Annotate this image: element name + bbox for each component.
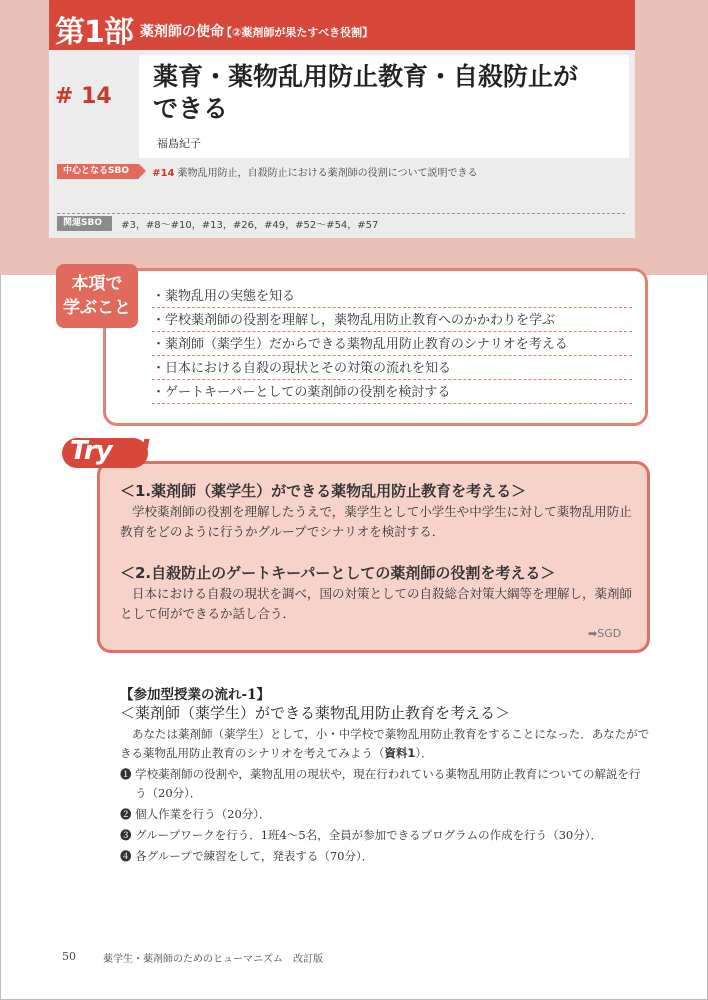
book-title: 薬学生・薬剤師のためのヒューマニズム 改訂版	[103, 954, 323, 965]
related-sbo-text: #3，#8～#10，#13，#26，#49，#52～#54，#57	[121, 220, 379, 231]
learning-item: ・薬剤師（薬学生）だからできる薬物乱用防止教育のシナリオを考える	[152, 334, 632, 356]
learning-item: ・薬物乱用の実態を知る	[152, 286, 632, 308]
related-sbo-label: 関連SBO	[57, 216, 112, 231]
page-title	[153, 61, 578, 125]
divider-dotted	[57, 213, 625, 214]
main-sbo-text-wrap	[152, 168, 477, 179]
try-logo	[62, 434, 162, 472]
sgd-label: ➡SGD	[588, 627, 622, 640]
author: 福島紀子	[157, 137, 201, 150]
learning-item: ・日本における自殺の現状とその対策の流れを知る	[152, 358, 632, 380]
try-heading-2: ＜2.自殺防止のゲートキーパーとしての薬剤師の役割を考える＞	[120, 564, 556, 582]
main-sbo-code: #14	[152, 168, 175, 179]
flow-intro-a: あなたは薬剤師（薬学生）として，小・中学校で薬物乱用防止教育をすることになった．あなたができる薬物乱用防止教育のシナリオを考えてみよう（	[120, 727, 650, 760]
try-logo-exclamation: !	[138, 434, 152, 469]
learning-list	[152, 286, 632, 406]
title-line-1: 薬育・薬物乱用防止教育・自殺防止が	[153, 62, 579, 91]
flow-step-4: ❹ 各グループで練習をして，発表する（70分）．	[120, 849, 374, 863]
try-paragraph-2: 日本における自殺の現状を調べ，国の対策としての自殺総合対策大綱等を理解し，薬剤師として何ができるか話し合う．	[120, 586, 633, 621]
mission-label: 薬剤師の使命	[140, 24, 224, 40]
chapter-number: # 14	[55, 84, 112, 109]
learning-item: ・ゲートキーパーとしての薬剤師の役割を検討する	[152, 382, 632, 404]
flow-subheading: ＜薬剤師（薬学生）ができる薬物乱用防止教育を考える＞	[120, 704, 511, 722]
page-number: 50	[62, 950, 76, 963]
try-logo-word: Try	[70, 436, 112, 466]
flow-intro	[120, 725, 650, 763]
try-heading-1: ＜1.薬剤師（薬学生）ができる薬物乱用防止教育を考える＞	[120, 482, 527, 500]
flow-step-2: ❷ 個人作業を行う（20分）．	[120, 807, 271, 821]
main-sbo-text: 薬物乱用防止，自殺防止における薬剤師の役割について説明できる	[177, 168, 478, 179]
learning-tag	[56, 264, 138, 328]
flow-step-3: ❸ グループワークを行う．1班4～5名，全員が参加できるプログラムの作成を行う（30分）．	[120, 828, 602, 842]
related-sbo-row	[57, 216, 617, 234]
part-label: 第1部	[55, 15, 133, 50]
flow-intro-ref: 資料1	[384, 746, 416, 760]
title-box	[139, 55, 629, 158]
main-sbo-label: 中心となるSBO	[57, 164, 139, 179]
learning-item: ・学校薬剤師の役割を理解し，薬物乱用防止教育へのかかわりを学ぶ	[152, 310, 632, 332]
part-bar	[49, 0, 635, 50]
header-panel	[49, 0, 635, 238]
flow-step-1: ❶ 学校薬剤師の役割や，薬物乱用の現状や，現在行われている薬物乱用防止教育についての解説を行う（20分）．	[120, 767, 641, 800]
chapter-number-box	[55, 60, 139, 158]
title-line-2: できる	[153, 94, 229, 123]
flow-intro-c: ）．	[415, 746, 433, 760]
try-paragraph-1: 学校薬剤師の役割を理解したうえで，薬学生として小学生や中学生に対して薬物乱用防止教育をどのように行うかグループでシナリオを検討する．	[120, 504, 632, 539]
flow-heading: 【参加型授業の流れ-1】	[120, 687, 270, 703]
learning-tag-line-2: 学ぶこと	[63, 298, 131, 318]
learning-tag-line-1: 本項で	[71, 274, 123, 294]
section-sub-label: 【②薬剤師が果たすべき役割】	[221, 26, 374, 39]
main-sbo-row	[57, 164, 617, 182]
